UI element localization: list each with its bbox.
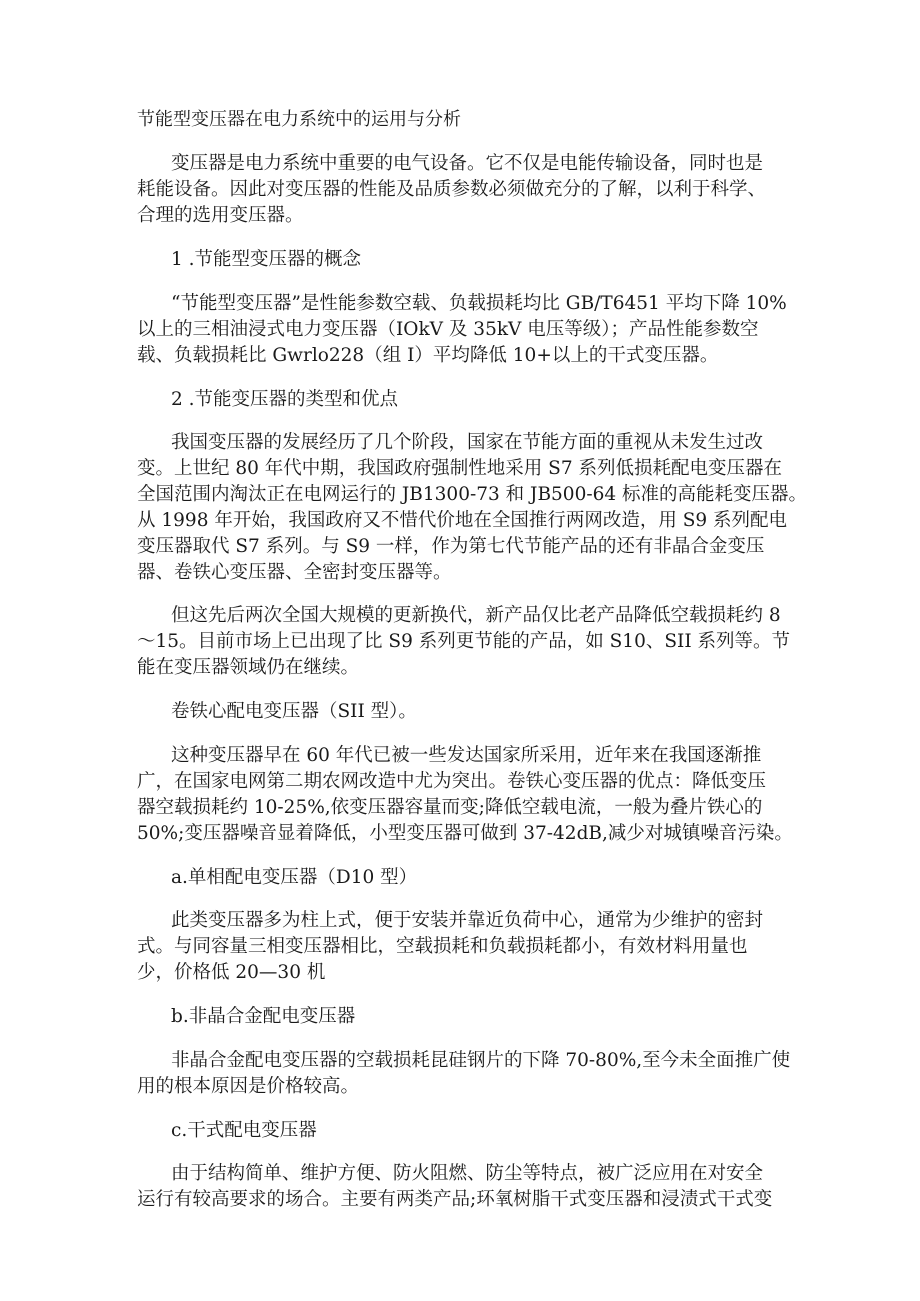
section-1-line-2: 以上的三相油浸式电力变压器（IOkV 及 35kV 电压等级）；产品性能参数空: [137, 319, 759, 340]
dry-type-line-2: 运行有较高要求的场合。主要有两类产品;环氧树脂干式变压器和浸渍式干式变: [137, 1189, 773, 1210]
section-1-heading: 1 .节能型变压器的概念: [171, 249, 362, 270]
section-1-line-3: 载、负载损耗比 Gwrlo228（组 I）平均降低 10+以上的干式变压器。: [137, 345, 719, 366]
section-2-p1-line-5: 变压器取代 S7 系列。与 S9 一样，作为第七代节能产品的还有非晶合金变压: [137, 536, 765, 557]
coil-transformer-heading: 卷铁心配电变压器（SII 型）。: [171, 701, 417, 722]
single-phase-heading: a.单相配电变压器（D10 型）: [171, 867, 418, 888]
single-phase-line-2: 式。与同容量三相变压器相比，空载损耗和负载损耗都小，有效材料用量也: [137, 936, 748, 957]
amorphous-alloy-line-2: 用的根本原因是价格较高。: [137, 1076, 360, 1097]
section-2-p1-line-2: 变。上世纪 80 年代中期，我国政府强制性地采用 S7 系列低损耗配电变压器在: [137, 458, 783, 479]
intro-line-2: 耗能设备。因此对变压器的性能及品质参数必须做充分的了解，以利于科学、: [137, 179, 767, 200]
coil-transformer-line-3: 器空载损耗约 10-25%,依变压器容量而变;降低空载电流，一般为叠片铁心的: [137, 797, 763, 818]
section-2-p1-line-6: 器、卷铁心变压器、全密封变压器等。: [137, 562, 452, 583]
single-phase-line-3: 少，价格低 20—30 机: [137, 962, 326, 983]
coil-transformer-line-4: 50%;变压器噪音显着降低，小型变压器可做到 37-42dB,减少对城镇噪音污染。: [137, 823, 793, 844]
section-2-p1-line-4: 从 1998 年开始，我国政府又不惜代价地在全国推行两网改造，用 S9 系列配电: [137, 510, 788, 531]
coil-transformer-line-1: 这种变压器早在 60 年代已被一些发达国家所采用，近年来在我国逐渐推: [171, 745, 762, 766]
amorphous-alloy-line-1: 非晶合金配电变压器的空载损耗昆硅钢片的下降 70-80%,至今未全面推广使: [171, 1050, 791, 1071]
coil-transformer-line-2: 广，在国家电网第二期农网改造中尤为突出。卷铁心变压器的优点：降低变压: [137, 771, 767, 792]
single-phase-line-1: 此类变压器多为柱上式，便于安装并靠近负荷中心，通常为少维护的密封: [171, 910, 764, 931]
section-2-p1-line-3: 全国范围内淘汰正在电网运行的 JB1300-73 和 JB500-64 标准的高能耗变压器。: [137, 484, 808, 505]
section-2-p2-line-2: ～15。目前市场上已出现了比 S9 系列更节能的产品，如 S10、SII 系列等。节: [137, 631, 791, 652]
section-2-p1-line-1: 我国变压器的发展经历了几个阶段，国家在节能方面的重视从未发生过改: [171, 432, 764, 453]
amorphous-alloy-heading: b.非晶合金配电变压器: [171, 1006, 356, 1027]
dry-type-line-1: 由于结构简单、维护方便、防火阻燃、防尘等特点，被广泛应用在对安全: [171, 1163, 764, 1184]
section-2-p2-line-3: 能在变压器领域仍在继续。: [137, 657, 360, 678]
intro-line-1: 变压器是电力系统中重要的电气设备。它不仅是电能传输设备，同时也是: [171, 153, 764, 174]
intro-line-3: 合理的选用变压器。: [137, 205, 304, 226]
dry-type-heading: c.干式配电变压器: [171, 1120, 317, 1141]
section-2-p2-line-1: 但这先后两次全国大规模的更新换代，新产品仅比老产品降低空载损耗约 8: [171, 605, 781, 626]
section-2-heading: 2 .节能变压器的类型和优点: [171, 389, 399, 410]
document-title: 节能型变压器在电力系统中的运用与分析: [137, 109, 461, 130]
section-1-line-1: “节能型变压器”是性能参数空载、负载损耗均比 GB/T6451 平均下降 10%: [171, 293, 787, 314]
